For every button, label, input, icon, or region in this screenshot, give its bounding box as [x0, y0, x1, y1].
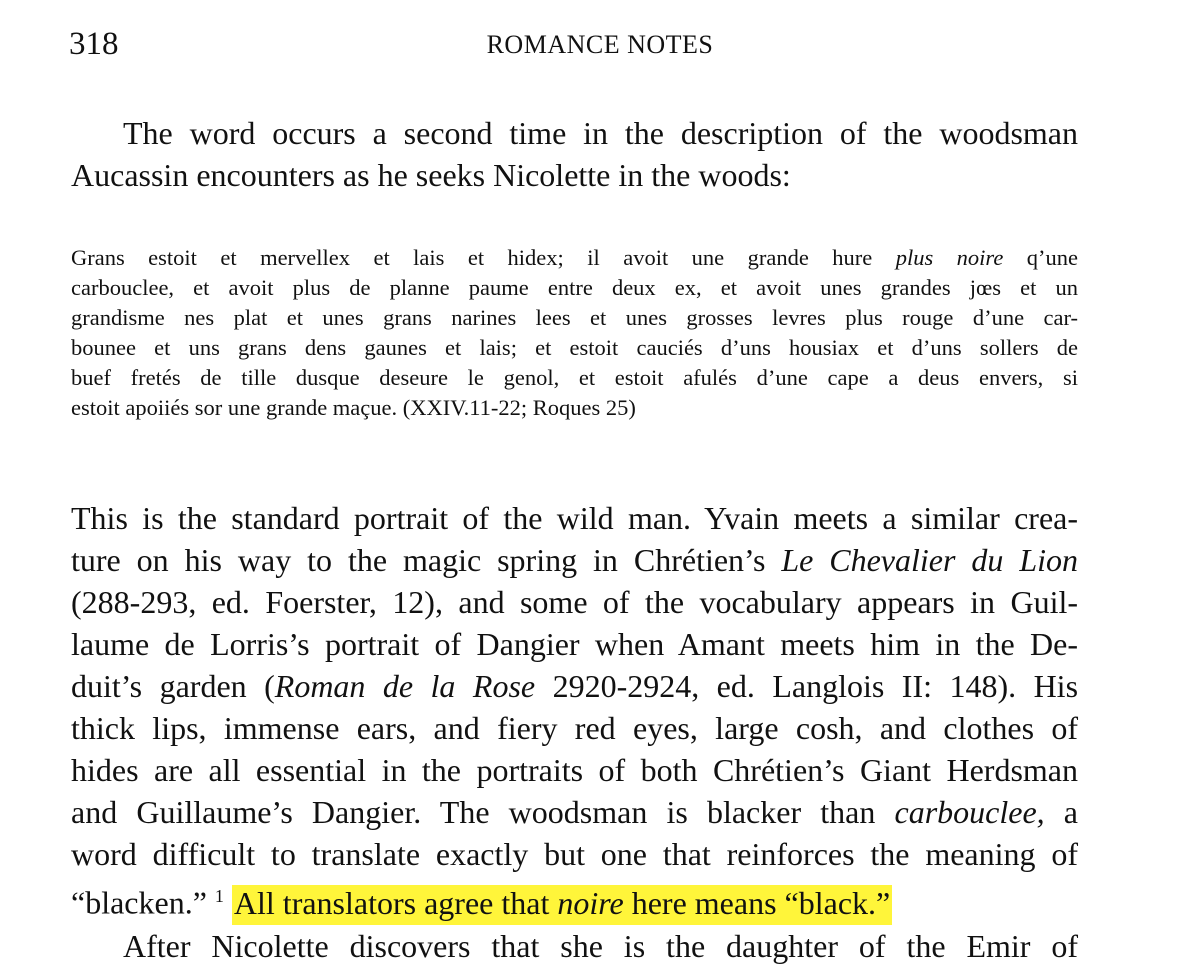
text-line [71, 792, 1078, 832]
text-line: (288-293, ed. Foerster, 12), and some of the vocabulary appears in Guil- [71, 584, 1078, 620]
quote-line: bounee et uns grans dens gaunes et lais; et estoit cauciés d’uns housiax et d’uns sollers de [71, 335, 1078, 360]
text-line: Aucassin encounters as he seeks Nicolette in the woods: [71, 157, 791, 193]
text-segment: duit’s garden ( [71, 668, 275, 704]
text-segment: All translators agree that [233, 884, 558, 921]
text-line: hides are all essential in the portraits of both Chrétien’s Giant Herdsman [71, 752, 1078, 788]
text-segment: “blacken.” [71, 884, 215, 921]
text-segment: and Guillaume’s Dangier. The woodsman is blacker than [71, 794, 895, 830]
quote-italic-text: plus noire [895, 245, 1004, 270]
text-segment: 2920-2924, ed. Langlois II: 148). His [535, 668, 1079, 704]
quote-text: q’une [1003, 245, 1078, 270]
italic-word: carbouclee, [894, 794, 1045, 830]
text-line [71, 876, 1078, 923]
page-number: 318 [69, 26, 119, 62]
quote-line: estoit apoiiés sor une grande maçue. (XXIV.11-22; Roques 25) [71, 395, 636, 420]
italic-title: Le Chevalier du Lion [781, 542, 1079, 578]
text-line: laume de Lorris’s portrait of Dangier when Amant meets him in the De- [71, 626, 1078, 662]
italic-word: noire [557, 884, 624, 921]
text-line [71, 666, 1078, 706]
quote-line: buef fretés de tille dusque deseure le genol, et estoit afulés d’une cape a deus envers, si [71, 365, 1078, 390]
text-line-cut: After Nicolette discovers that she is the daughter of the Emir of [123, 928, 1078, 964]
text-segment: ture on his way to the magic spring in Chrétien’s [71, 542, 782, 578]
footnote-marker: 1 [214, 886, 224, 906]
italic-title: Roman de la Rose [274, 668, 536, 704]
text-line: word difficult to translate exactly but one that reinforces the meaning of [71, 836, 1078, 872]
text-segment: here means “black.” [623, 884, 891, 921]
quote-line: carbouclee, et avoit plus de planne paume entre deux ex, et avoit unes grandes jœs et un [71, 275, 1078, 300]
quote-text: Grans estoit et mervellex et lais et hidex; il avoit une grande hure [71, 245, 896, 270]
text-line [71, 540, 1078, 580]
running-title: ROMANCE NOTES [486, 30, 714, 59]
quote-line: grandisme nes plat et unes grans narines lees et unes grosses levres plus rouge d’une car- [71, 305, 1078, 330]
text-line: The word occurs a second time in the description of the woodsman [123, 115, 1078, 151]
text-line: This is the standard portrait of the wild man. Yvain meets a similar crea- [71, 500, 1078, 536]
text-segment: a [1044, 794, 1079, 830]
text-line: thick lips, immense ears, and fiery red eyes, large cosh, and clothes of [71, 710, 1078, 746]
highlighted-sentence [232, 885, 892, 925]
quote-line [71, 243, 1078, 273]
